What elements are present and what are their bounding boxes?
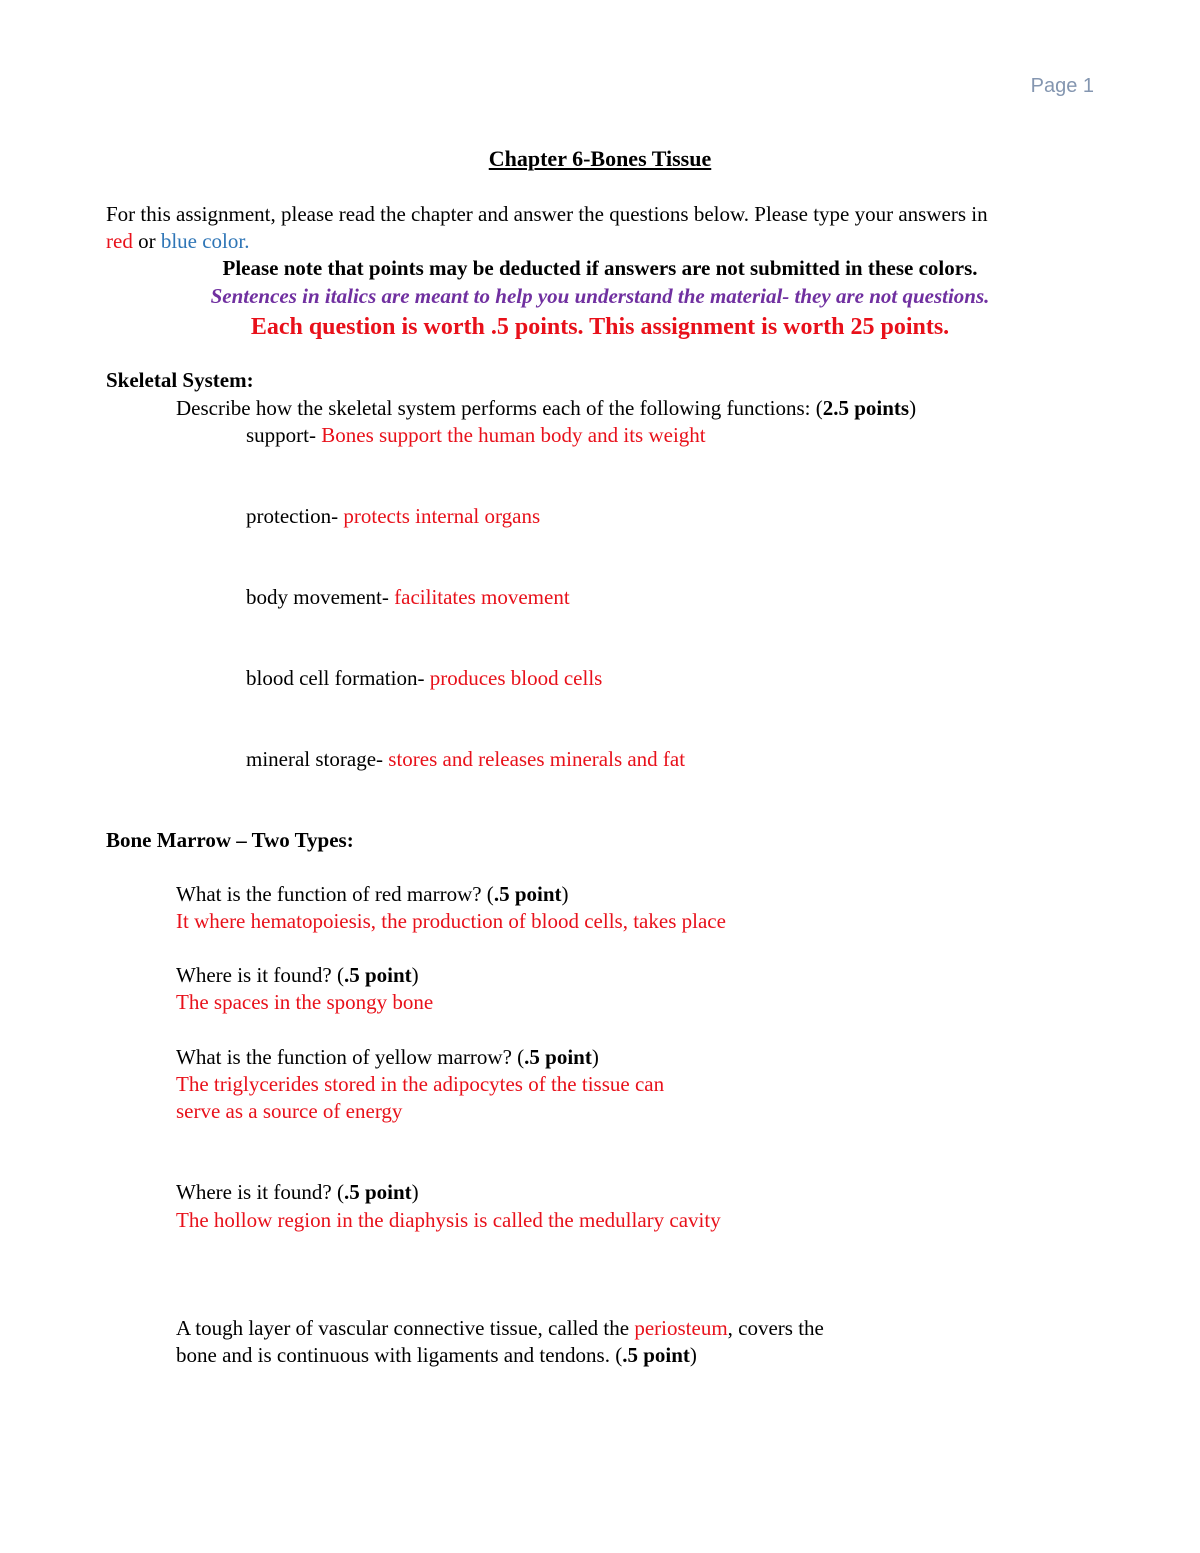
periosteum-line1 <box>176 1315 824 1342</box>
periosteum-text: A tough layer of vascular connective tissue, called the <box>176 1316 635 1340</box>
question-points: .5 point <box>493 882 562 906</box>
blue-word: blue color. <box>160 229 250 253</box>
color-note: Please note that points may be deducted if answers are not submitted in these colors. <box>222 256 978 280</box>
answer: The hollow region in the diaphysis is called the medullary cavity <box>176 1208 721 1232</box>
question <box>176 881 569 908</box>
question-close: ) <box>411 1180 419 1204</box>
function-answer: protects internal organs <box>343 504 541 528</box>
answer: The spaces in the spongy bone <box>176 990 434 1014</box>
prompt-close: ) <box>909 396 917 420</box>
question-text: Where is it found? ( <box>176 1180 344 1204</box>
skeletal-heading: Skeletal System: <box>106 368 254 392</box>
question-close: ) <box>591 1045 599 1069</box>
question-points: .5 point <box>343 963 412 987</box>
skeletal-prompt <box>176 395 916 422</box>
marrow-heading: Bone Marrow – Two Types: <box>106 828 354 852</box>
function-label: protection- <box>246 504 344 528</box>
function-item <box>246 503 540 530</box>
or-word: or <box>132 229 161 253</box>
question-text: What is the function of yellow marrow? ( <box>176 1045 525 1069</box>
page-number: Page 1 <box>1030 75 1094 97</box>
red-word: red <box>106 229 133 253</box>
function-item <box>246 422 706 449</box>
function-item <box>246 746 685 773</box>
question-text: Where is it found? ( <box>176 963 344 987</box>
function-item <box>246 584 570 611</box>
page-title: Chapter 6-Bones Tissue <box>488 146 712 171</box>
question <box>176 1044 599 1071</box>
italics-note: Sentences in italics are meant to help you understand the material- they are not questions. <box>210 284 990 308</box>
question-text: What is the function of red marrow? ( <box>176 882 494 906</box>
question-close: ) <box>561 882 569 906</box>
function-label: body movement- <box>246 585 395 609</box>
intro-line: For this assignment, please read the chapter and answer the questions below. Please type your answers in <box>106 202 988 226</box>
function-label: support- <box>246 423 322 447</box>
periosteum-line2 <box>176 1342 697 1369</box>
periosteum-close: ) <box>689 1343 697 1367</box>
answer: The triglycerides stored in the adipocytes of the tissue can <box>176 1072 665 1096</box>
question <box>176 1179 419 1206</box>
periosteum-term: periosteum <box>634 1316 728 1340</box>
function-answer: stores and releases minerals and fat <box>388 747 686 771</box>
points-note: Each question is worth .5 points. This assignment is worth 25 points. <box>250 314 950 340</box>
question-points: .5 point <box>343 1180 412 1204</box>
periosteum-text-end: , covers the <box>727 1316 824 1340</box>
function-item <box>246 665 602 692</box>
periosteum-text: bone and is continuous with ligaments and tendons. ( <box>176 1343 623 1367</box>
function-label: blood cell formation- <box>246 666 430 690</box>
question <box>176 962 419 989</box>
question-close: ) <box>411 963 419 987</box>
function-answer: Bones support the human body and its weight <box>321 423 706 447</box>
answer: serve as a source of energy <box>176 1099 403 1123</box>
prompt-points: 2.5 points <box>822 396 910 420</box>
function-answer: facilitates movement <box>394 585 570 609</box>
function-answer: produces blood cells <box>429 666 603 690</box>
periosteum-points: .5 point <box>622 1343 690 1367</box>
prompt-text: Describe how the skeletal system performs each of the following functions: ( <box>176 396 823 420</box>
intro-colors <box>106 228 249 255</box>
question-points: .5 point <box>524 1045 592 1069</box>
function-label: mineral storage- <box>246 747 389 771</box>
answer: It where hematopoiesis, the production of blood cells, takes place <box>176 909 726 933</box>
